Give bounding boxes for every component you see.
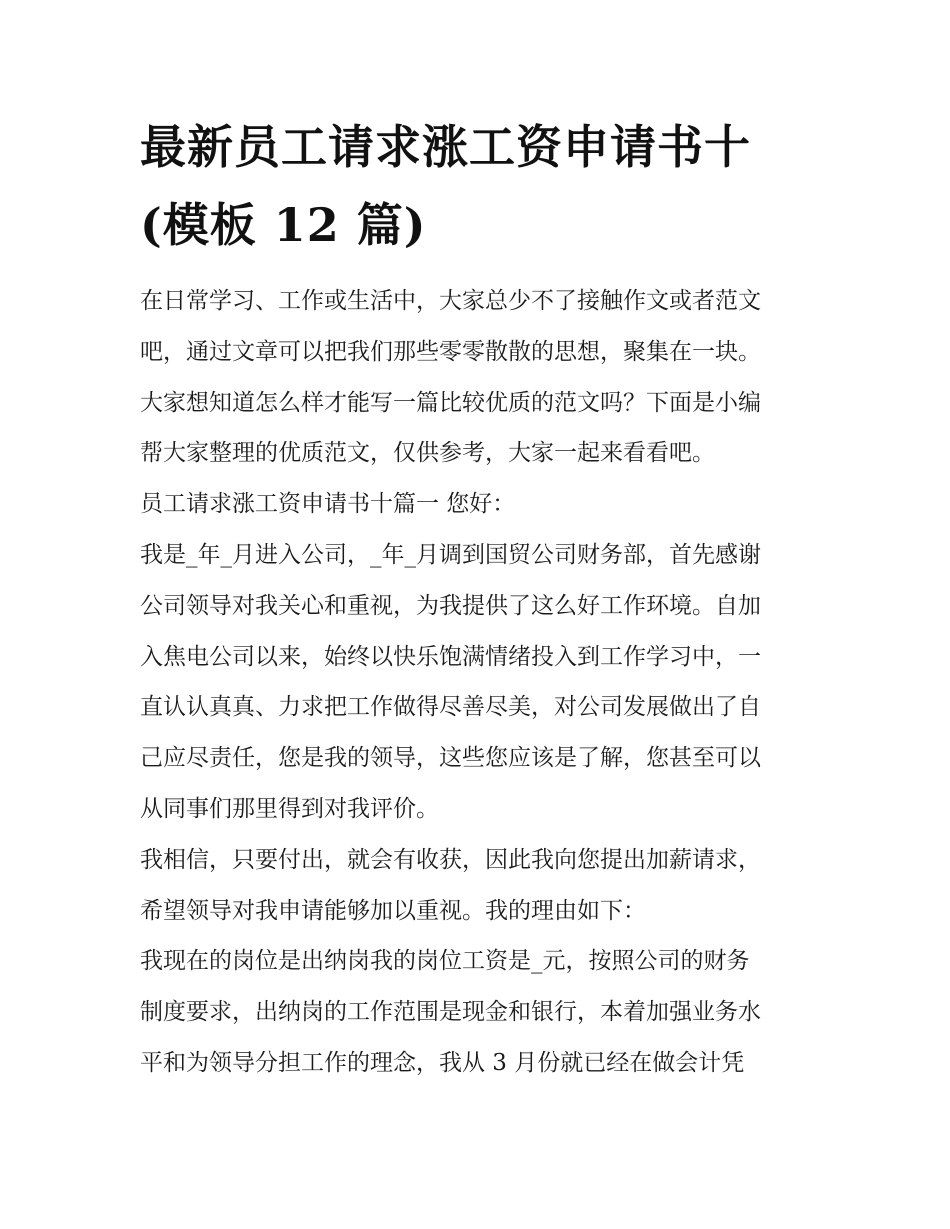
paragraph-body	[140, 936, 820, 1088]
text-line: 帮大家整理的优质范文，仅供参考，大家一起来看看吧。	[140, 440, 715, 467]
text-line: 己应尽责任，您是我的领导，这些您应该是了解，您甚至可以	[140, 745, 761, 772]
text-line: 我相信，只要付出，就会有收获，因此我向您提出加薪请求，	[140, 846, 761, 873]
document-title	[140, 108, 820, 264]
paragraph-heading	[140, 479, 820, 530]
document-content	[140, 108, 820, 1089]
title-line: 最新员工请求涨工资申请书十	[140, 120, 751, 174]
text-line: 平和为领导分担工作的理念，我从 3 月份就已经在做会计凭	[140, 1049, 745, 1076]
document-body	[140, 276, 820, 1089]
text-line: 希望领导对我申请能够加以重视。我的理由如下：	[140, 897, 646, 924]
text-line: 直认认真真、力求把工作做得尽善尽美，对公司发展做出了自	[140, 694, 761, 721]
text-line: 吧，通过文章可以把我们那些零零散散的思想，聚集在一块。	[140, 338, 761, 365]
title-line: (模板 12 篇)	[140, 198, 427, 252]
text-line: 公司领导对我关心和重视，为我提供了这么好工作环境。自加	[140, 592, 761, 619]
text-line: 制度要求，出纳岗的工作范围是现金和银行，本着加强业务水	[140, 999, 761, 1026]
text-line: 我现在的岗位是出纳岗我的岗位工资是_元，按照公司的财务	[140, 948, 750, 975]
text-line: 入焦电公司以来，始终以快乐饱满情绪投入到工作学习中，一	[140, 643, 761, 670]
paragraph-intro	[140, 276, 820, 479]
text-line: 从同事们那里得到对我评价。	[140, 795, 439, 822]
text-line: 员工请求涨工资申请书十篇一 您好：	[140, 491, 516, 518]
paragraph-body	[140, 530, 820, 835]
text-line: 在日常学习、工作或生活中，大家总少不了接触作文或者范文	[140, 288, 761, 314]
text-line: 大家想知道怎么样才能写一篇比较优质的范文吗？下面是小编	[140, 389, 761, 416]
text-line: 我是_年_月进入公司，_年_月调到国贸公司财务部，首先感谢	[140, 541, 761, 568]
paragraph-body	[140, 835, 820, 937]
